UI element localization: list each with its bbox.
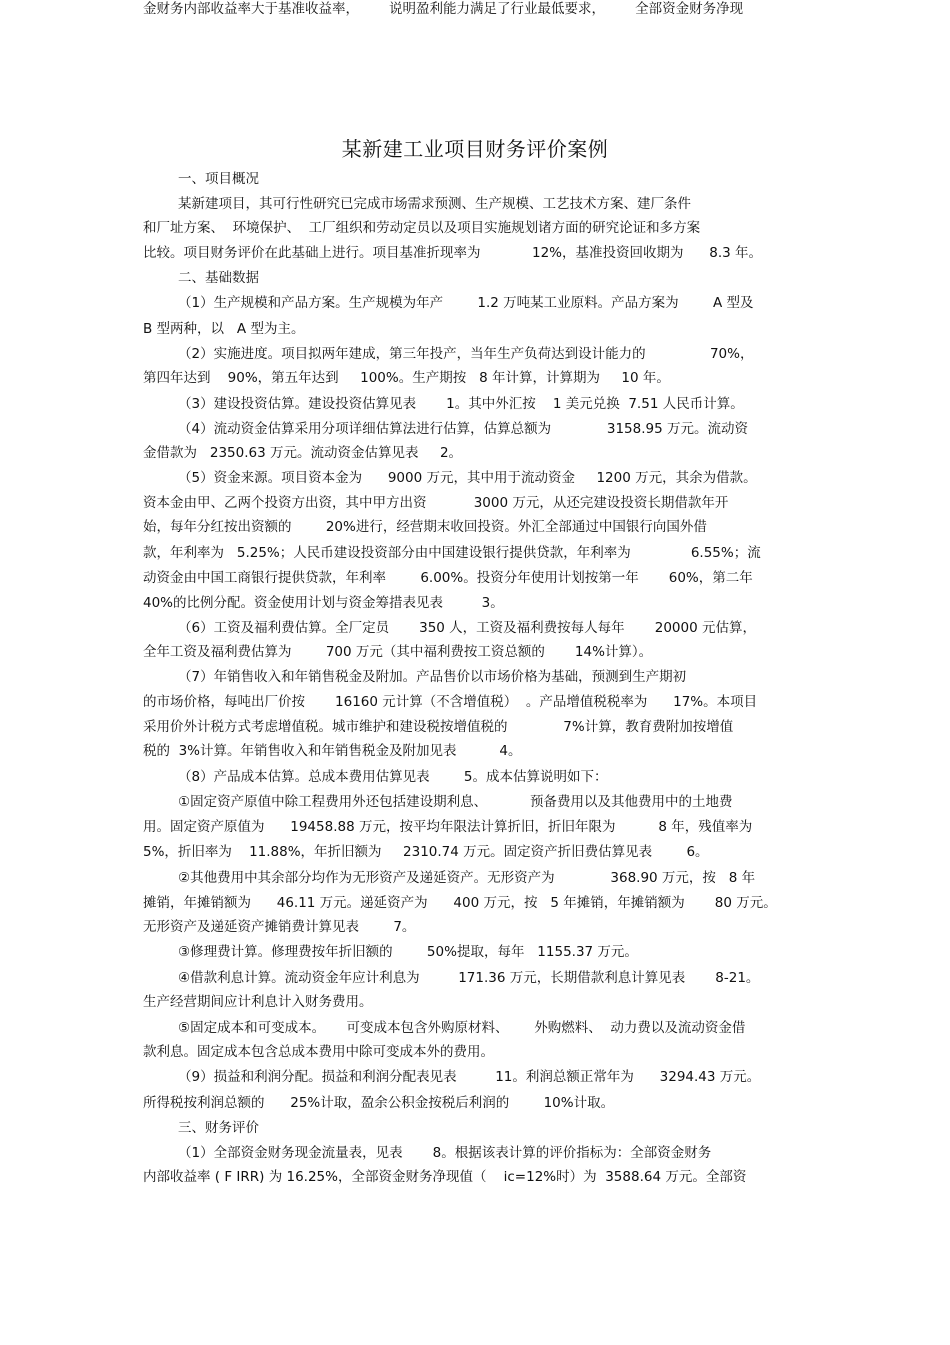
paragraph-line: ③修理费计算。修理费按年折旧额的 50%提取，每年 1155.37 万元。	[178, 944, 638, 960]
paragraph-line: 所得税按利润总额的 25%计取，盈余公积金按税后利润的 10%计取。	[143, 1095, 615, 1111]
paragraph-line: 摊销，年摊销额为 46.11 万元。递延资产为 400 万元，按 5 年摊销，年摊销额为 80 万元。	[143, 895, 777, 911]
paragraph-line: 动资金由中国工商银行提供贷款，年利率 6.00%。投资分年使用计划按第一年 60%，第二年	[143, 570, 753, 586]
paragraph-line: B 型两种，以 A 型为主。	[143, 321, 305, 337]
paragraph-line: 金财务内部收益率大于基准收益率， 说明盈利能力满足了行业最低要求， 全部资金财务净现	[143, 1, 744, 17]
paragraph-line: 款利息。固定成本包含总成本费用中除可变成本外的费用。	[143, 1044, 494, 1060]
paragraph-line: 生产经营期间应计利息计入财务费用。	[143, 994, 373, 1010]
paragraph-line: 始，每年分红按出资额的 20%进行，经营期末收回投资。外汇全部通过中国银行向国外借	[143, 519, 707, 535]
paragraph-line: ⑤固定成本和可变成本。 可变成本包含外购原材料、 外购燃料、 动力费以及流动资金借	[178, 1020, 746, 1036]
paragraph-line: 内部收益率 ( F IRR) 为 16.25%，全部资金财务净现值（ ic=12%时）为 3588.64 万元。全部资	[143, 1169, 747, 1185]
paragraph-line: 和厂址方案、 环境保护、 工厂组织和劳动定员以及项目实施规划诸方面的研究论证和多方案	[143, 220, 701, 236]
paragraph-line: （7）年销售收入和年销售税金及附加。产品售价以市场价格为基础，预测到生产期初	[178, 669, 687, 685]
paragraph-line: 全年工资及福利费估算为 700 万元（其中福利费按工资总额的 14%计算）。	[143, 644, 653, 660]
paragraph-line: ②其他费用中其余部分均作为无形资产及递延资产。无形资产为 368.90 万元，按 8 年	[178, 870, 756, 886]
paragraph-line: 二、基础数据	[178, 270, 259, 286]
paragraph-line: （9）损益和利润分配。损益和利润分配表见表 11。利润总额正常年为 3294.43 万元。	[178, 1069, 761, 1085]
paragraph-line: 的市场价格，每吨出厂价按 16160 元计算（不含增值税） 。产品增值税税率为 17%。本项目	[143, 694, 758, 710]
paragraph-line: （4）流动资金估算采用分项详细估算法进行估算，估算总额为 3158.95 万元。流动资	[178, 421, 748, 437]
paragraph-line: 无形资产及递延资产摊销费计算见表 7。	[143, 919, 416, 935]
paragraph-line: 用。固定资产原值为 19458.88 万元，按平均年限法计算折旧，折旧年限为 8 年，残值率为	[143, 819, 753, 835]
paragraph-line: 三、财务评价	[178, 1120, 259, 1136]
paragraph-line: ①固定资产原值中除工程费用外还包括建设期利息、 预备费用以及其他费用中的土地费	[178, 794, 733, 810]
paragraph-line: 第四年达到 90%，第五年达到 100%。生产期按 8 年计算，计算期为 10 年。	[143, 370, 670, 386]
paragraph-line: （2）实施进度。项目拟两年建成，第三年投产，当年生产负荷达到设计能力的 70%，	[178, 346, 754, 362]
paragraph-line: 一、项目概况	[178, 171, 259, 187]
paragraph-line: 金借款为 2350.63 万元。流动资金估算见表 2。	[143, 445, 463, 461]
paragraph-line: （1）全部资金财务现金流量表，见表 8。根据该表计算的评价指标为：全部资金财务	[178, 1145, 712, 1161]
paragraph-line: ④借款利息计算。流动资金年应计利息为 171.36 万元，长期借款利息计算见表 8-21。	[178, 970, 760, 986]
paragraph-line: 款，年利率为 5.25%；人民币建设投资部分由中国建设银行提供贷款，年利率为 6.55%；流	[143, 545, 761, 561]
paragraph-line: 比较。项目财务评价在此基础上进行。项目基准折现率为 12%，基准投资回收期为 8.3 年。	[143, 245, 763, 261]
paragraph-line: 某新建项目，其可行性研究已完成市场需求预测、生产规模、工艺技术方案、建厂条件	[178, 196, 691, 212]
paragraph-line: 40%的比例分配。资金使用计划与资金筹措表见表 3。	[143, 595, 504, 611]
paragraph-line: （8）产品成本估算。总成本费用估算见表 5。成本估算说明如下：	[178, 769, 608, 785]
document-title: 某新建工业项目财务评价案例	[341, 137, 609, 161]
paragraph-line: 采用价外计税方式考虑增值税。城市维护和建设税按增值税的 7%计算，教育费附加按增值	[143, 719, 734, 735]
paragraph-line: （6）工资及福利费估算。全厂定员 350 人，工资及福利费按每人每年 20000 元估算，	[178, 620, 756, 636]
paragraph-line: 税的 3%计算。年销售收入和年销售税金及附加见表 4。	[143, 743, 522, 759]
paragraph-line: （5）资金来源。项目资本金为 9000 万元，其中用于流动资金 1200 万元，其余为借款。	[178, 470, 757, 486]
paragraph-line: 资本金由甲、乙两个投资方出资，其中甲方出资 3000 万元，从还完建设投资长期借款年开	[143, 495, 729, 511]
paragraph-line: （3）建设投资估算。建设投资估算见表 1。其中外汇按 1 美元兑换 7.51 人民币计算。	[178, 396, 744, 412]
paragraph-line: （1）生产规模和产品方案。生产规模为年产 1.2 万吨某工业原料。产品方案为 A 型及	[178, 295, 754, 311]
paragraph-line: 5%，折旧率为 11.88%，年折旧额为 2310.74 万元。固定资产折旧费估算见表 6。	[143, 844, 709, 860]
